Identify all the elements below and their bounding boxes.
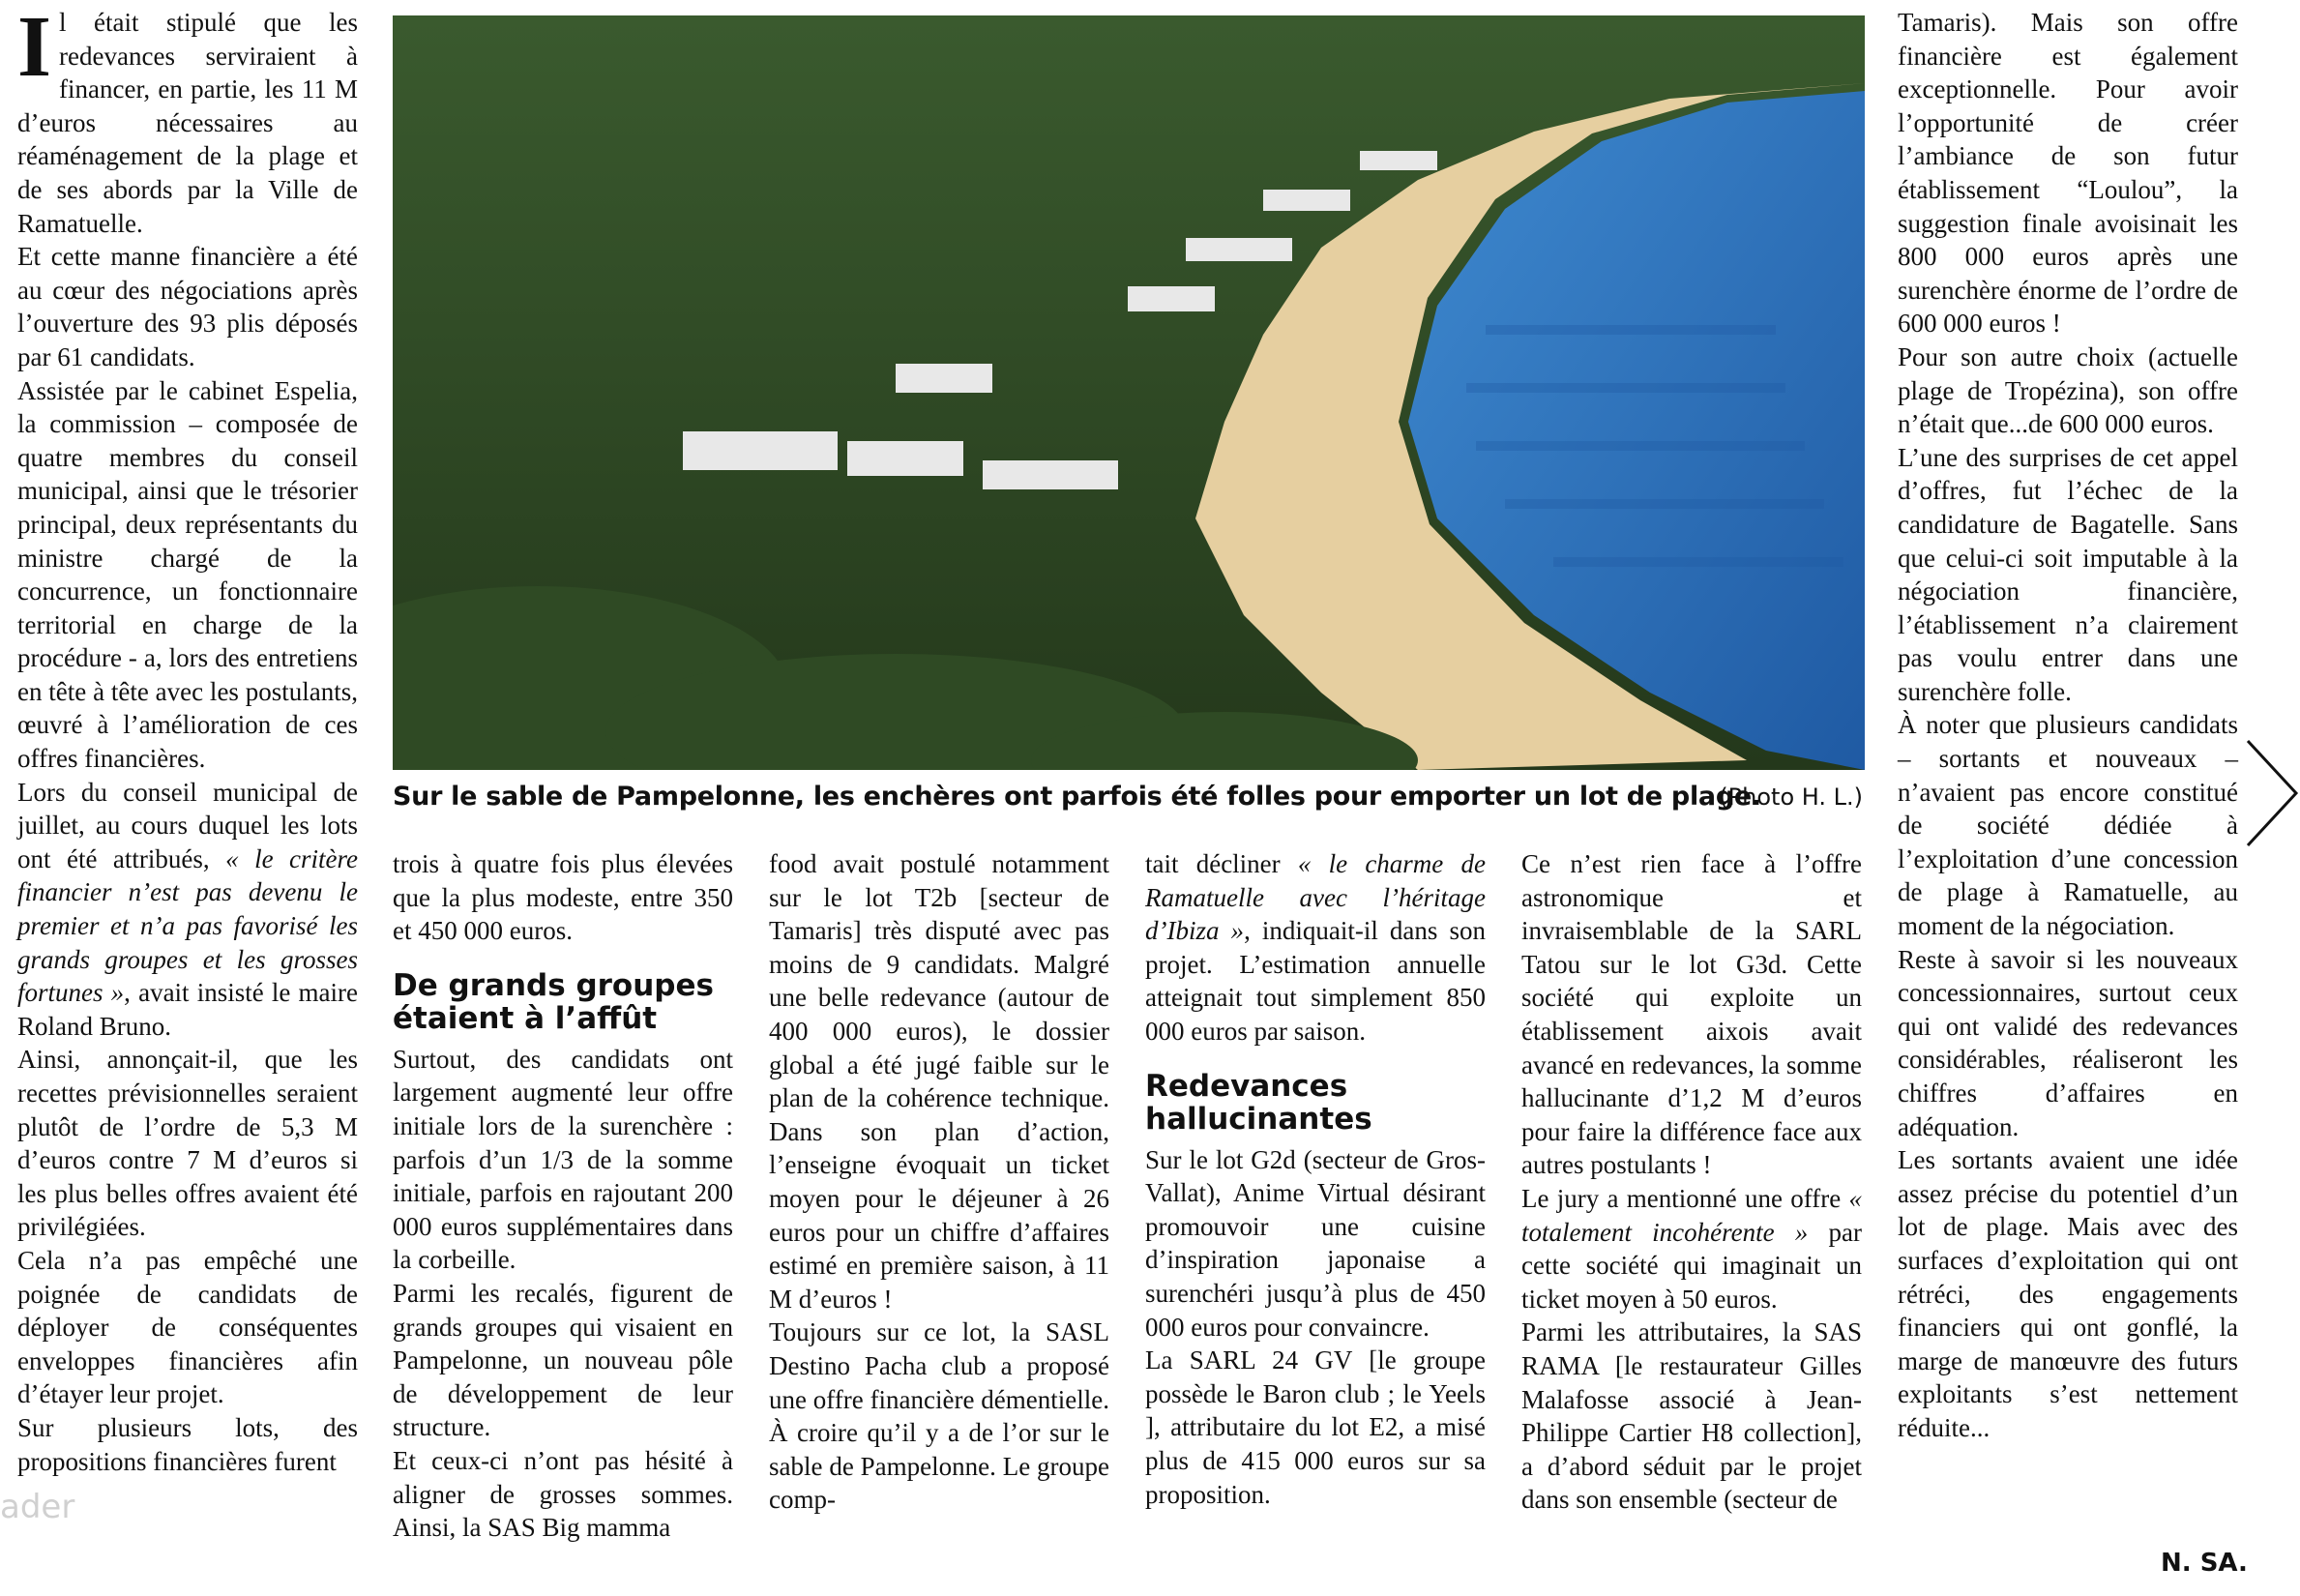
paragraph-with-quote: Lors du conseil municipal de juillet, au cours duquel les lots ont été attribués, « le critère financier n’est pas devenu le premier et n’a pas favorisé les grands groupes et les grosses fortunes », avait insisté le maire Roland Bruno. [17,777,358,1041]
paragraph: Toujours sur ce lot, la SASL Destino Pacha club a proposé une offre financière démentielle. À croire qu’il y a de l’or sur le sable de Pampelonne. Le groupe comp- [769,1317,1109,1515]
paragraph: Ce n’est rien face à l’offre astronomique et invraisemblable de la SARL Tatou sur le lot G3d. Cette société qui exploite un établissement aixois avait avancé en redevances, la somme hallucinante d’1,2 M d’euros pour faire la différence face aux autres postulants ! [1521,849,1862,1180]
paragraph: Et ceux-ci n’ont pas hésité à aligner de grosses sommes. Ainsi, la SAS Big mamma [393,1445,733,1543]
subheading: Redevances hallucinantes [1145,1068,1372,1137]
photo-caption [393,778,1865,816]
drop-cap: I [17,0,52,95]
beach-photo [393,15,1865,770]
paragraph: Assistée par le cabinet Espelia, la commission – composée de quatre membres du conseil municipal, ainsi que le trésorier principal, deux représentants du ministre chargé de la concurrence, un fonctionnaire territorial en charge de la procédure - a, lors des entretiens en tête à tête avec les postulants, œuvré à l’amélioration de ces offres financières. [17,375,358,774]
paragraph: Et cette manne financière a été au cœur des négociations après l’ouverture des 93 plis déposés par 61 candidats. [17,242,358,371]
paragraph: l était stipulé que les redevances serviraient à financer, en partie, les 11 M d’euros nécessaires au réaménagement de la plage et de ses abords par la Ville de Ramatuelle. [17,8,358,238]
chevron-right-icon [2244,737,2300,849]
next-page-button[interactable] [2244,737,2300,849]
caption-text: Sur le sable de Pampelonne, les enchères ont parfois été folles pour emporter un lot de plage. [393,782,1761,812]
jury-quote: « totalement incohérente » [1521,1183,1862,1247]
paragraph: À noter que plusieurs candidats – sortants et nouveaux – n’avaient pas encore constitué de société dédiée à l’exploitation d’une concession de plage à Ramatuelle, au moment de la négociation. [1898,710,2238,941]
paragraph: Cela n’a pas empêché une poignée de candidats de déployer de conséquentes enveloppes financières afin d’étayer leur projet. [17,1245,358,1409]
paragraph: Pour son autre choix (actuelle plage de Tropézina), son offre n’était que...de 600 000 euros. [1898,341,2238,439]
beach-photo-illustration [393,15,1865,770]
paragraph: Tamaris). Mais son offre financière est également exceptionnelle. Pour avoir l’opportunité de créer l’ambiance de son futur établissement “Loulou”, la suggestion finale avoisinait les 800 000 euros après une surenchère énorme de l’ordre de 600 000 euros ! [1898,8,2238,339]
paragraph: Sur plusieurs lots, des propositions financières furent [17,1412,358,1476]
paragraph: Parmi les attributaires, la SAS RAMA [le restaurateur Gilles Malafosse associé à Jean-Philippe Cartier H8 collection], a d’abord séduit par le projet dans son ensemble (secteur de [1521,1317,1862,1515]
paragraph: Reste à savoir si les nouveaux concessionnaires, surtout ceux qui ont validé des redevances considérables, réaliseront les chiffres d’affaires en adéquation. [1898,944,2238,1141]
mayor-quote: « le critère financier n’est pas devenu le premier et n’a pas favorisé les grands groupes et les grosses fortunes » [17,843,358,1008]
photo-credit: (Photo H. L.) [1719,783,1863,811]
article-column-5 [1521,847,1862,1517]
paragraph-with-quote: tait décliner « le charme de Ramatuelle avec l’héritage d’Ibiza », indiquait-il dans son projet. L’estimation annuelle atteignait tout simplement 850 000 euros par saison. [1145,849,1486,1046]
paragraph: Ainsi, annonçait-il, que les recettes prévisionnelles seraient plutôt de l’ordre de 5,3 M d’euros contre 7 M d’euros si les plus belles offres avaient été privilégiées. [17,1045,358,1242]
paragraph: Les sortants avaient une idée assez précise du potentiel d’un lot de plage. Mais avec des surfaces d’exploitation qui ont rétréci, des engagements financiers qui ont gonflé, la marge de manœuvre des futurs exploitants s’est nettement réduite... [1898,1145,2238,1442]
article-column-6 [1898,6,2238,1445]
author-signature: N. SA. [2161,1549,2248,1578]
paragraph: food avait postulé notamment sur le lot T2b [secteur de Tamaris] très disputé avec pas moins de 9 candidats. Malgré une belle redevance (autour de 400 000 euros), le dossier global a été jugé faible sur le plan de la cohérence technique. Dans son plan d’action, l’enseigne évoquait un ticket moyen pour le déjeuner à 26 euros pour un chiffre d’affaires estimé en première saison, à 11 M d’euros ! [769,849,1109,1314]
article-column-1 [17,0,358,1478]
paragraph: Parmi les recalés, figurent de grands groupes qui visaient en Pampelonne, un nouveau pôle de développement de leur structure. [393,1278,733,1442]
article-column-4 [1145,847,1486,1511]
article-column-2 [393,847,733,1545]
paragraph: Surtout, des candidats ont largement augmenté leur offre initiale lors de la surenchère : parfois d’un 1/3 de la somme initiale, parfois en rajoutant 200 000 euros supplémentaires dans la corbeille. [393,1044,733,1275]
paragraph: Sur le lot G2d (secteur de Gros-Vallat), Anime Virtual désirant promouvoir une cuisine d’inspiration japonaise a surenchéri jusqu’à plus de 450 000 euros pour convaincre. [1145,1144,1486,1342]
paragraph-with-quote: Le jury a mentionné une offre « totalement incohérente » par cette société qui imaginait un ticket moyen à 50 euros. [1521,1183,1862,1314]
article-column-3 [769,847,1109,1517]
paragraph: L’une des surprises de cet appel d’offres, fut l’échec de la candidature de Bagatelle. Sans que celui-ci soit imputable à la négociation financière, l’établissement n’a clairement pas voulu entrer dans une surenchère folle. [1898,442,2238,706]
project-quote: « le charme de Ramatuelle avec l’héritage d’Ibiza » [1145,849,1486,946]
paragraph: trois à quatre fois plus élevées que la plus modeste, entre 350 et 450 000 euros. [393,849,733,946]
paragraph: La SARL 24 GV [le groupe possède le Baron club ; le Yeels ], attributaire du lot E2, a misé plus de 415 000 euros sur sa proposition. [1145,1345,1486,1509]
watermark-text: ader [0,1488,75,1526]
subheading: De grands groupes étaient à l’affût [393,967,714,1036]
